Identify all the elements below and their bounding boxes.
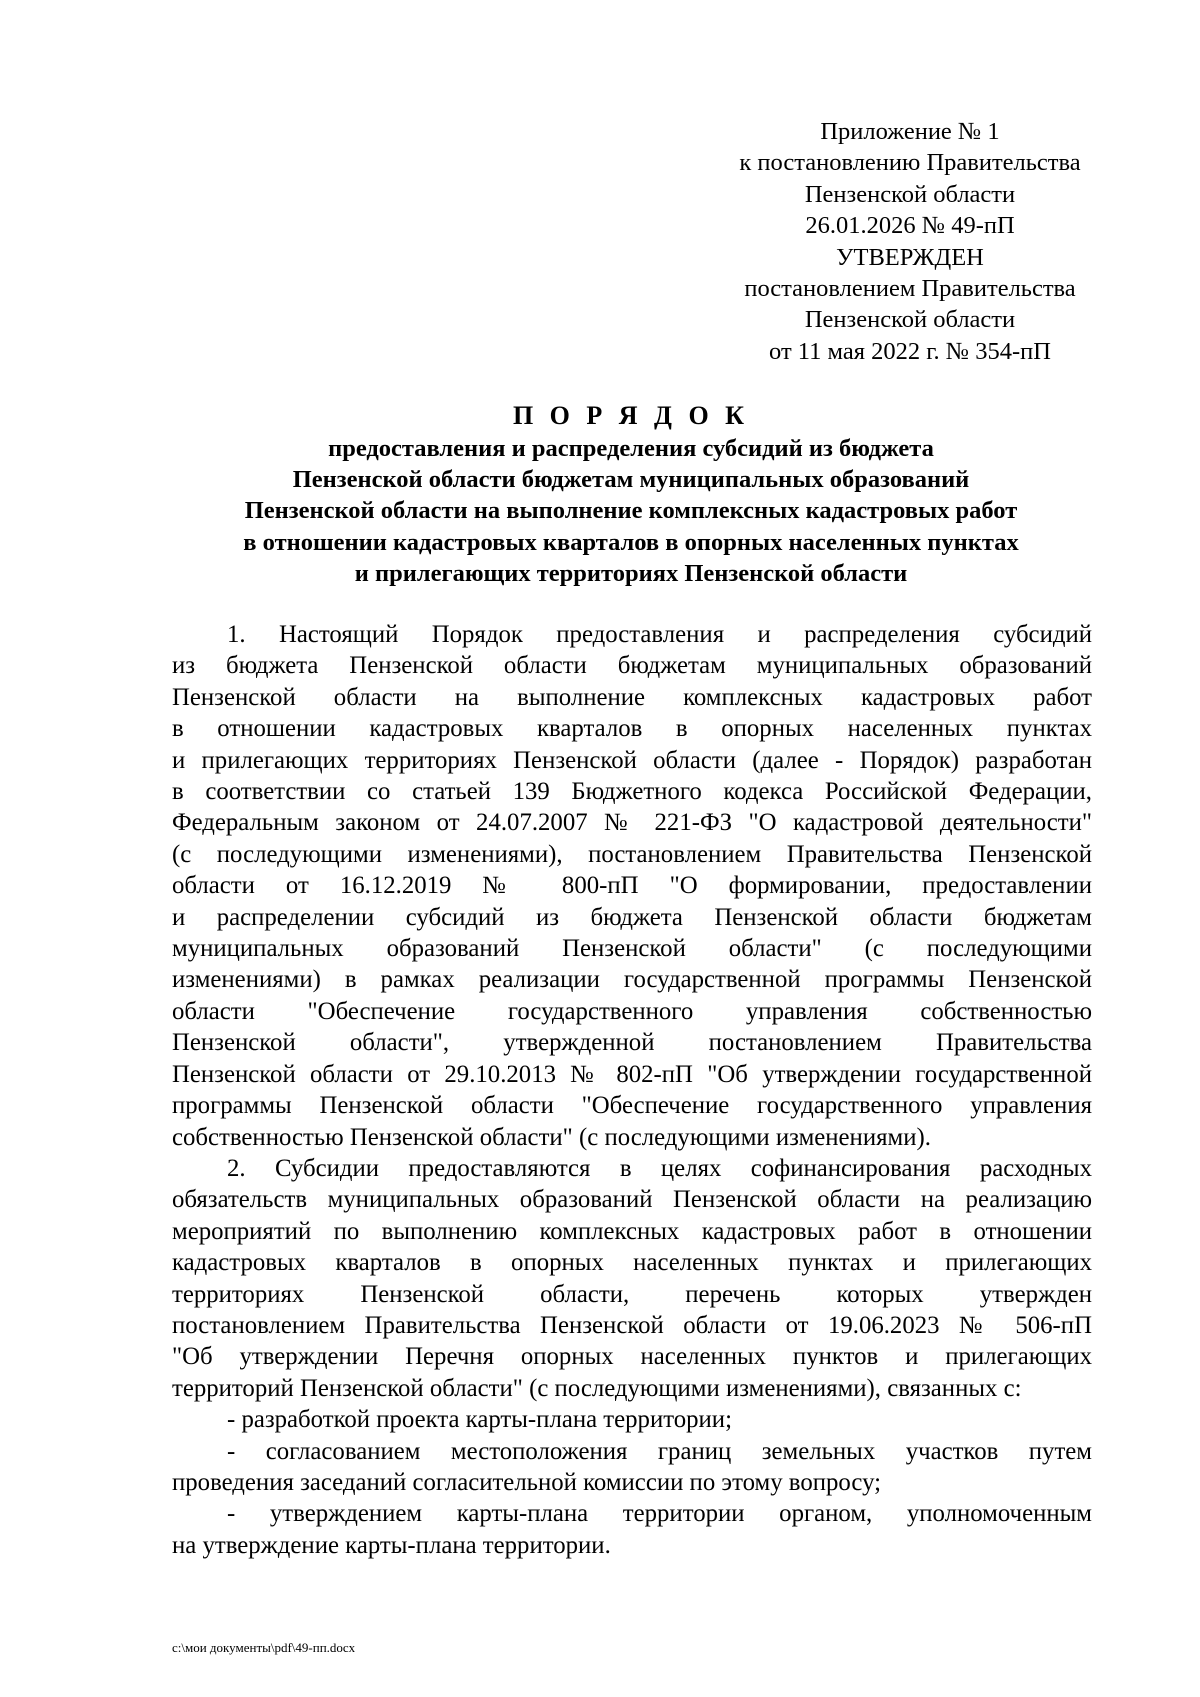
text-line: программы Пензенской области "Обеспечение государственного управления [172,1092,1092,1120]
file-path-footer: c:\мои документы\pdf\49-пп.docx [172,1640,356,1655]
subtitle-line: Пензенской области на выполнение комплексных кадастровых работ [244,497,1018,525]
header-line: 26.01.2026 № 49-пП [805,212,1015,240]
text-line: Пензенской области на выполнение комплексных кадастровых работ [172,683,1092,711]
header-line: Приложение № 1 [820,118,1000,145]
text-line: Пензенской области", утвержденной постановлением Правительства [172,1029,1092,1057]
text-line: - разработкой проекта карты-плана территории; [227,1406,732,1434]
text-line: в соответствии со статьей 139 Бюджетного кодекса Российской Федерации, [172,778,1092,806]
text-line: проведения заседаний согласительной комиссии по этому вопросу; [172,1468,882,1496]
text-line: территорий Пензенской области" (с последующими изменениями), связанных с: [172,1374,1022,1402]
text-line: территориях Пензенской области, перечень которых утвержден [172,1280,1092,1308]
text-line: кадастровых кварталов в опорных населенных пунктах и прилегающих [172,1249,1092,1277]
text-line: Федеральным законом от 24.07.2007 № 221-ФЗ "О кадастровой деятельности" [172,809,1092,837]
header-line: УТВЕРЖДЕН [836,243,984,271]
document-body [172,619,1092,1561]
text-line: 1. Настоящий Порядок предоставления и распределения субсидий [227,621,1092,648]
text-line: и прилегающих территориях Пензенской области (далее - Порядок) разработан [172,746,1092,774]
document-subtitle [170,433,1092,589]
text-line: 2. Субсидии предоставляются в целях софинансирования расходных [227,1154,1092,1182]
header-line: Пензенской области [804,180,1016,208]
paragraph-2 [172,1153,1092,1404]
text-line: изменениями) в рамках реализации государственной программы Пензенской [172,966,1092,994]
header-line: к постановлению Правительства [739,149,1081,177]
subtitle-line: Пензенской области бюджетам муниципальных образований [292,466,970,494]
text-line: - утверждением карты-плана территории органом, уполномоченным [227,1500,1092,1528]
header-line: постановлением Правительства [744,275,1076,303]
text-line: муниципальных образований Пензенской области" (с последующими [172,935,1092,963]
list-item-2 [172,1436,1092,1499]
list-item-1 [172,1404,1092,1435]
paragraph-1 [172,619,1092,1153]
header-line: от 11 мая 2022 г. № 354-пП [769,337,1051,365]
text-line: из бюджета Пензенской области бюджетам муниципальных образований [172,652,1092,680]
text-line: Пензенской области от 29.10.2013 № 802-пП "Об утверждении государственной [172,1060,1092,1088]
text-line: области "Обеспечение государственного управления собственностью [172,997,1092,1025]
text-line: мероприятий по выполнению комплексных кадастровых работ в отношении [172,1217,1092,1245]
list-item-3 [172,1498,1092,1561]
subtitle-line: и прилегающих территориях Пензенской области [354,559,908,587]
document-title: П О Р Я Д О К [512,401,750,430]
text-line: собственностью Пензенской области" (с последующими изменениями). [172,1123,931,1151]
text-line: "Об утверждении Перечня опорных населенных пунктов и прилегающих [172,1343,1092,1371]
text-line: и распределении субсидий из бюджета Пензенской области бюджетам [172,903,1092,931]
subtitle-line: в отношении кадастровых кварталов в опорных населенных пунктах [243,528,1019,556]
text-line: обязательств муниципальных образований Пензенской области на реализацию [172,1186,1092,1214]
text-line: в отношении кадастровых кварталов в опорных населенных пунктах [172,715,1092,743]
text-line: постановлением Правительства Пензенской области от 19.06.2023 № 506-пП [172,1311,1092,1339]
text-line: области от 16.12.2019 № 800-пП "О формировании, предоставлении [172,872,1092,900]
subtitle-line: предоставления и распределения субсидий из бюджета [328,435,934,462]
text-line: - согласованием местоположения границ земельных участков путем [227,1437,1092,1465]
approval-header [690,116,1130,367]
text-line: (с последующими изменениями), постановлением Правительства Пензенской [172,840,1092,868]
text-line: на утверждение карты-плана территории. [172,1531,611,1559]
header-line: Пензенской области [804,306,1016,334]
